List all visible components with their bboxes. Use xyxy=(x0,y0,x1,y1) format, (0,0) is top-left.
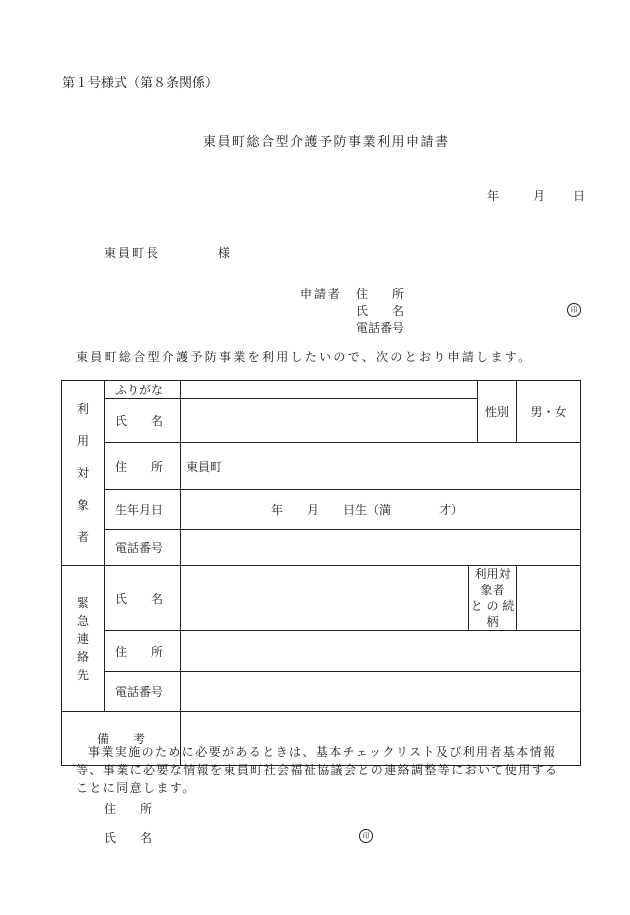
birthdate-field[interactable]: 年 月 日生（満 才） xyxy=(181,490,581,530)
date-year-label: 年 xyxy=(487,189,500,203)
emergency-section-char: 絡 xyxy=(76,649,89,664)
emergency-phone-label: 電話番号 xyxy=(105,672,181,712)
emergency-address-label: 住 所 xyxy=(105,631,181,672)
birthdate-label: 生年月日 xyxy=(105,490,181,530)
user-section-char: 者 xyxy=(76,530,89,544)
addressee-name: 東員町長 xyxy=(104,246,161,260)
user-section-char: 象 xyxy=(76,498,89,512)
consent-name-label: 氏 名 xyxy=(104,831,153,845)
gender-options[interactable]: 男・女 xyxy=(517,381,581,443)
applicant-name-label: 氏 名 xyxy=(356,304,405,318)
applicant-phone-label: 電話番号 xyxy=(356,321,405,335)
user-name-field[interactable] xyxy=(181,399,478,443)
emergency-name-field[interactable] xyxy=(181,566,469,631)
consent-seal-icon: 印 xyxy=(359,829,373,843)
form-number: 第１号様式（第８条関係） xyxy=(62,76,219,91)
relationship-label-line2: と の 続 柄 xyxy=(470,599,515,629)
emergency-section-char: 緊 xyxy=(76,595,89,610)
emergency-section-char: 先 xyxy=(76,667,89,682)
application-table xyxy=(61,380,581,766)
relationship-field[interactable] xyxy=(517,566,581,631)
user-phone-field[interactable] xyxy=(181,530,581,566)
document-title: 東員町総合型介護予防事業利用申請書 xyxy=(203,135,450,150)
applicant-label: 申請者 xyxy=(300,287,343,301)
date-day-label: 日 xyxy=(573,189,586,203)
emergency-section-char: 連 xyxy=(76,631,89,646)
emergency-phone-field[interactable] xyxy=(181,672,581,712)
emergency-address-field[interactable] xyxy=(181,631,581,672)
user-name-label: 氏 名 xyxy=(105,399,181,443)
furigana-label: ふりがな xyxy=(105,381,181,399)
emergency-section-label xyxy=(62,566,105,712)
consent-paragraph: 事業実施のために必要があるときは、基本チェックリスト及び利用者基本情報等、事業に必要な情報を東員町社会福祉協議会との連絡調整等において使用することに同意します。 xyxy=(76,745,559,795)
relationship-label-line1: 利用対象者 xyxy=(474,567,511,597)
consent-text xyxy=(76,743,566,797)
user-phone-label: 電話番号 xyxy=(105,530,181,566)
furigana-field[interactable] xyxy=(181,381,478,399)
applicant-address-label: 住 所 xyxy=(356,287,405,301)
emergency-name-label: 氏 名 xyxy=(105,566,181,631)
user-section-char: 用 xyxy=(76,434,89,448)
remarks-label: 備 考 xyxy=(62,712,181,766)
date-month-label: 月 xyxy=(533,189,546,203)
applicant-seal-icon: 印 xyxy=(567,303,581,317)
emergency-section-char: 急 xyxy=(76,613,89,628)
user-section-label xyxy=(62,381,105,566)
gender-label: 性別 xyxy=(478,381,517,443)
user-address-field[interactable]: 東員町 xyxy=(181,443,581,490)
user-section-char: 対 xyxy=(76,466,89,480)
consent-address-label: 住 所 xyxy=(104,802,153,816)
relationship-label xyxy=(469,566,517,631)
user-section-char: 利 xyxy=(76,402,89,416)
intro-text: 東員町総合型介護予防事業を利用したいので、次のとおり申請します。 xyxy=(76,350,533,364)
addressee-honorific: 様 xyxy=(218,246,231,260)
user-address-label: 住 所 xyxy=(105,443,181,490)
